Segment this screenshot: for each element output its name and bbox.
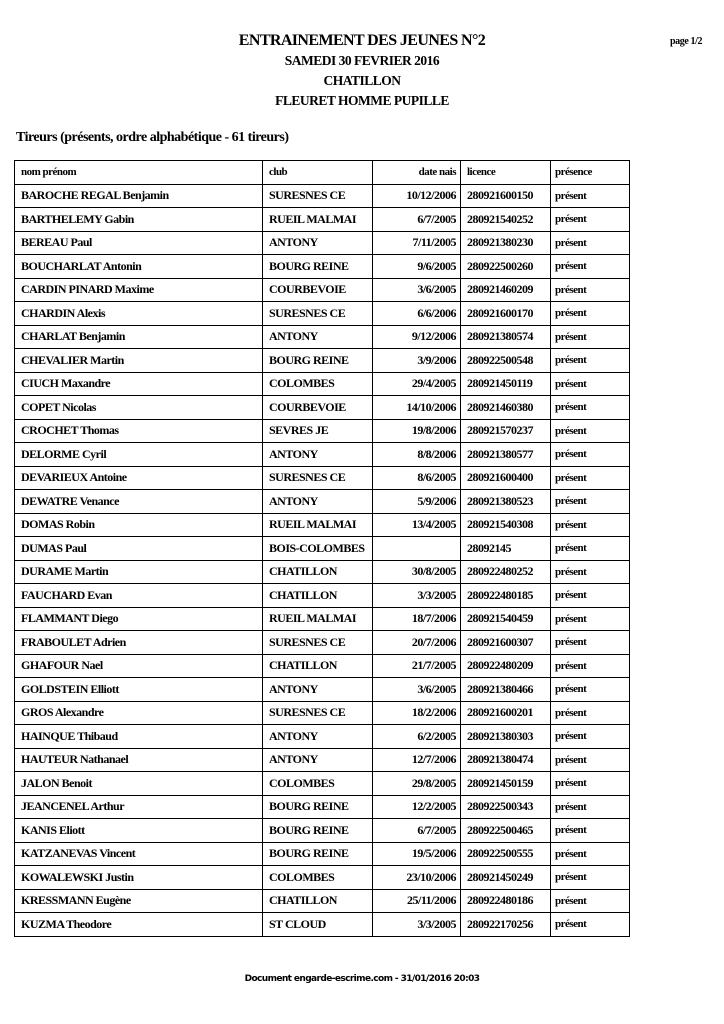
- cell-birthdate: 12/7/2006: [373, 748, 461, 772]
- cell-presence: présent: [551, 748, 630, 772]
- cell-name: CHEVALIER Martin: [15, 349, 263, 373]
- cell-name: JEANCENEL Arthur: [15, 795, 263, 819]
- table-row: [15, 537, 630, 561]
- cell-name: DURAME Martin: [15, 560, 263, 584]
- cell-presence: présent: [551, 208, 630, 232]
- cell-birthdate: 8/6/2005: [373, 466, 461, 490]
- cell-club: RUEIL MALMAI: [263, 208, 373, 232]
- section-subtitle: Tireurs (présents, ordre alphabétique - 61 tireurs): [16, 130, 289, 145]
- cell-birthdate: 29/4/2005: [373, 372, 461, 396]
- cell-licence: 280921460209: [461, 278, 551, 302]
- cell-club: CHATILLON: [263, 889, 373, 913]
- document-footer: Document engarde-escrime.com - 31/01/2016 20:03: [244, 974, 480, 984]
- cell-licence: 280921380303: [461, 725, 551, 749]
- cell-club: RUEIL MALMAI: [263, 607, 373, 631]
- cell-name: GROS Alexandre: [15, 701, 263, 725]
- cell-presence: présent: [551, 795, 630, 819]
- table-row: [15, 795, 630, 819]
- cell-birthdate: 14/10/2006: [373, 396, 461, 420]
- cell-licence: 280921540308: [461, 513, 551, 537]
- cell-club: COLOMBES: [263, 772, 373, 796]
- column-header-presence: présence: [551, 161, 630, 185]
- table-row: [15, 913, 630, 937]
- cell-name: CARDIN PINARD Maxime: [15, 278, 263, 302]
- cell-club: CHATILLON: [263, 584, 373, 608]
- cell-licence: 280921450119: [461, 372, 551, 396]
- table-row: [15, 372, 630, 396]
- table-row: [15, 748, 630, 772]
- cell-name: FRABOULET Adrien: [15, 631, 263, 655]
- cell-club: CHATILLON: [263, 654, 373, 678]
- cell-licence: 280921600150: [461, 184, 551, 208]
- cell-name: HAUTEUR Nathanael: [15, 748, 263, 772]
- table-row: [15, 772, 630, 796]
- cell-licence: 280922500555: [461, 842, 551, 866]
- table-header-row: [15, 161, 630, 185]
- cell-birthdate: 9/6/2005: [373, 255, 461, 279]
- cell-name: BAROCHE REGAL Benjamin: [15, 184, 263, 208]
- cell-licence: 280922500260: [461, 255, 551, 279]
- fencers-table: [14, 160, 630, 937]
- cell-presence: présent: [551, 466, 630, 490]
- cell-name: CHARDIN Alexis: [15, 302, 263, 326]
- cell-licence: 280921600307: [461, 631, 551, 655]
- table-row: [15, 255, 630, 279]
- cell-birthdate: 19/5/2006: [373, 842, 461, 866]
- cell-birthdate: [373, 537, 461, 561]
- table-row: [15, 325, 630, 349]
- cell-name: COPET Nicolas: [15, 396, 263, 420]
- cell-birthdate: 21/7/2005: [373, 654, 461, 678]
- cell-licence: 280921460380: [461, 396, 551, 420]
- cell-birthdate: 6/2/2005: [373, 725, 461, 749]
- cell-licence: 280921380466: [461, 678, 551, 702]
- cell-presence: présent: [551, 349, 630, 373]
- cell-birthdate: 30/8/2005: [373, 560, 461, 584]
- table-row: [15, 819, 630, 843]
- cell-birthdate: 12/2/2005: [373, 795, 461, 819]
- cell-licence: 280921540252: [461, 208, 551, 232]
- cell-name: DEWATRE Venance: [15, 490, 263, 514]
- cell-club: ANTONY: [263, 231, 373, 255]
- cell-club: ANTONY: [263, 325, 373, 349]
- cell-birthdate: 20/7/2006: [373, 631, 461, 655]
- table-row: [15, 513, 630, 537]
- table-row: [15, 208, 630, 232]
- cell-club: CHATILLON: [263, 560, 373, 584]
- cell-licence: 280921380230: [461, 231, 551, 255]
- cell-birthdate: 19/8/2006: [373, 419, 461, 443]
- event-date: SAMEDI 30 FEVRIER 2016: [284, 53, 440, 68]
- table-row: [15, 278, 630, 302]
- table-row: [15, 584, 630, 608]
- cell-club: BOURG REINE: [263, 819, 373, 843]
- cell-name: DELORME Cyril: [15, 443, 263, 467]
- cell-licence: 280921540459: [461, 607, 551, 631]
- cell-name: FAUCHARD Evan: [15, 584, 263, 608]
- table-row: [15, 184, 630, 208]
- cell-licence: 280921380577: [461, 443, 551, 467]
- cell-presence: présent: [551, 231, 630, 255]
- cell-club: SURESNES CE: [263, 184, 373, 208]
- cell-presence: présent: [551, 325, 630, 349]
- table-body: [15, 184, 630, 936]
- cell-presence: présent: [551, 889, 630, 913]
- table-row: [15, 654, 630, 678]
- column-header-club: club: [263, 161, 373, 185]
- table-row: [15, 842, 630, 866]
- cell-club: ANTONY: [263, 490, 373, 514]
- cell-presence: présent: [551, 372, 630, 396]
- cell-birthdate: 23/10/2006: [373, 866, 461, 890]
- cell-club: SURESNES CE: [263, 302, 373, 326]
- cell-name: BOUCHARLAT Antonin: [15, 255, 263, 279]
- cell-licence: 280921380574: [461, 325, 551, 349]
- page-number: page 1/2: [670, 36, 703, 47]
- cell-birthdate: 6/6/2006: [373, 302, 461, 326]
- cell-licence: 280922480209: [461, 654, 551, 678]
- cell-club: SEVRES JE: [263, 419, 373, 443]
- cell-licence: 280921380523: [461, 490, 551, 514]
- cell-presence: présent: [551, 701, 630, 725]
- cell-name: BARTHELEMY Gabin: [15, 208, 263, 232]
- table-row: [15, 490, 630, 514]
- cell-club: ST CLOUD: [263, 913, 373, 937]
- cell-birthdate: 3/3/2005: [373, 584, 461, 608]
- cell-presence: présent: [551, 725, 630, 749]
- cell-name: CROCHET Thomas: [15, 419, 263, 443]
- table-row: [15, 443, 630, 467]
- cell-name: JALON Benoit: [15, 772, 263, 796]
- cell-club: BOIS-COLOMBES: [263, 537, 373, 561]
- cell-club: BOURG REINE: [263, 842, 373, 866]
- cell-licence: 280921600170: [461, 302, 551, 326]
- cell-club: BOURG REINE: [263, 795, 373, 819]
- cell-presence: présent: [551, 913, 630, 937]
- cell-licence: 28092145: [461, 537, 551, 561]
- cell-name: FLAMMANT Diego: [15, 607, 263, 631]
- cell-birthdate: 10/12/2006: [373, 184, 461, 208]
- event-location: CHATILLON: [323, 73, 401, 88]
- cell-name: KRESSMANN Eugène: [15, 889, 263, 913]
- cell-presence: présent: [551, 184, 630, 208]
- cell-club: COURBEVOIE: [263, 396, 373, 420]
- cell-presence: présent: [551, 584, 630, 608]
- cell-club: BOURG REINE: [263, 255, 373, 279]
- cell-club: RUEIL MALMAI: [263, 513, 373, 537]
- table-row: [15, 396, 630, 420]
- cell-club: SURESNES CE: [263, 466, 373, 490]
- cell-name: GOLDSTEIN Elliott: [15, 678, 263, 702]
- cell-licence: 280921450159: [461, 772, 551, 796]
- cell-presence: présent: [551, 607, 630, 631]
- cell-name: KANIS Eliott: [15, 819, 263, 843]
- table-row: [15, 349, 630, 373]
- table-row: [15, 607, 630, 631]
- cell-presence: présent: [551, 396, 630, 420]
- cell-presence: présent: [551, 772, 630, 796]
- table-row: [15, 889, 630, 913]
- cell-presence: présent: [551, 278, 630, 302]
- cell-birthdate: 25/11/2006: [373, 889, 461, 913]
- cell-birthdate: 8/8/2006: [373, 443, 461, 467]
- cell-presence: présent: [551, 678, 630, 702]
- column-header-name: nom prénom: [15, 161, 263, 185]
- cell-licence: 280922500465: [461, 819, 551, 843]
- cell-birthdate: 3/6/2005: [373, 278, 461, 302]
- cell-licence: 280921600400: [461, 466, 551, 490]
- cell-licence: 280921570237: [461, 419, 551, 443]
- cell-name: HAINQUE Thibaud: [15, 725, 263, 749]
- table-row: [15, 302, 630, 326]
- cell-birthdate: 18/2/2006: [373, 701, 461, 725]
- cell-presence: présent: [551, 302, 630, 326]
- cell-presence: présent: [551, 419, 630, 443]
- cell-club: ANTONY: [263, 725, 373, 749]
- cell-birthdate: 3/9/2006: [373, 349, 461, 373]
- cell-birthdate: 13/4/2005: [373, 513, 461, 537]
- table-row: [15, 419, 630, 443]
- cell-name: KOWALEWSKI Justin: [15, 866, 263, 890]
- cell-name: BEREAU Paul: [15, 231, 263, 255]
- cell-club: ANTONY: [263, 443, 373, 467]
- cell-presence: présent: [551, 819, 630, 843]
- cell-licence: 280922480186: [461, 889, 551, 913]
- cell-name: GHAFOUR Nael: [15, 654, 263, 678]
- cell-club: COURBEVOIE: [263, 278, 373, 302]
- event-category: FLEURET HOMME PUPILLE: [275, 93, 449, 108]
- cell-birthdate: 5/9/2006: [373, 490, 461, 514]
- cell-birthdate: 29/8/2005: [373, 772, 461, 796]
- cell-birthdate: 6/7/2005: [373, 819, 461, 843]
- table-row: [15, 725, 630, 749]
- cell-licence: 280922480185: [461, 584, 551, 608]
- cell-birthdate: 7/11/2005: [373, 231, 461, 255]
- cell-licence: 280922500548: [461, 349, 551, 373]
- cell-name: DOMAS Robin: [15, 513, 263, 537]
- cell-presence: présent: [551, 654, 630, 678]
- cell-birthdate: 18/7/2006: [373, 607, 461, 631]
- table-row: [15, 678, 630, 702]
- cell-presence: présent: [551, 537, 630, 561]
- table-row: [15, 466, 630, 490]
- cell-licence: 280921600201: [461, 701, 551, 725]
- cell-licence: 280921380474: [461, 748, 551, 772]
- cell-presence: présent: [551, 631, 630, 655]
- cell-name: KUZMA Theodore: [15, 913, 263, 937]
- cell-birthdate: 3/3/2005: [373, 913, 461, 937]
- cell-club: SURESNES CE: [263, 701, 373, 725]
- cell-licence: 280921450249: [461, 866, 551, 890]
- cell-birthdate: 3/6/2005: [373, 678, 461, 702]
- cell-club: BOURG REINE: [263, 349, 373, 373]
- cell-birthdate: 6/7/2005: [373, 208, 461, 232]
- cell-name: CIUCH Maxandre: [15, 372, 263, 396]
- cell-licence: 280922170256: [461, 913, 551, 937]
- cell-club: SURESNES CE: [263, 631, 373, 655]
- table-row: [15, 701, 630, 725]
- cell-name: CHARLAT Benjamin: [15, 325, 263, 349]
- column-header-birthdate: date nais: [373, 161, 461, 185]
- table-row: [15, 231, 630, 255]
- cell-presence: présent: [551, 866, 630, 890]
- table-row: [15, 631, 630, 655]
- cell-presence: présent: [551, 842, 630, 866]
- cell-presence: présent: [551, 255, 630, 279]
- event-title: ENTRAINEMENT DES JEUNES N°2: [238, 32, 486, 49]
- cell-club: COLOMBES: [263, 372, 373, 396]
- cell-licence: 280922500343: [461, 795, 551, 819]
- cell-name: KATZANEVAS Vincent: [15, 842, 263, 866]
- column-header-licence: licence: [461, 161, 551, 185]
- cell-club: COLOMBES: [263, 866, 373, 890]
- table-row: [15, 560, 630, 584]
- cell-presence: présent: [551, 443, 630, 467]
- cell-licence: 280922480252: [461, 560, 551, 584]
- cell-club: ANTONY: [263, 678, 373, 702]
- document-header: [0, 31, 724, 111]
- table-row: [15, 866, 630, 890]
- cell-presence: présent: [551, 513, 630, 537]
- cell-birthdate: 9/12/2006: [373, 325, 461, 349]
- cell-presence: présent: [551, 560, 630, 584]
- cell-name: DEVARIEUX Antoine: [15, 466, 263, 490]
- cell-name: DUMAS Paul: [15, 537, 263, 561]
- cell-presence: présent: [551, 490, 630, 514]
- cell-club: ANTONY: [263, 748, 373, 772]
